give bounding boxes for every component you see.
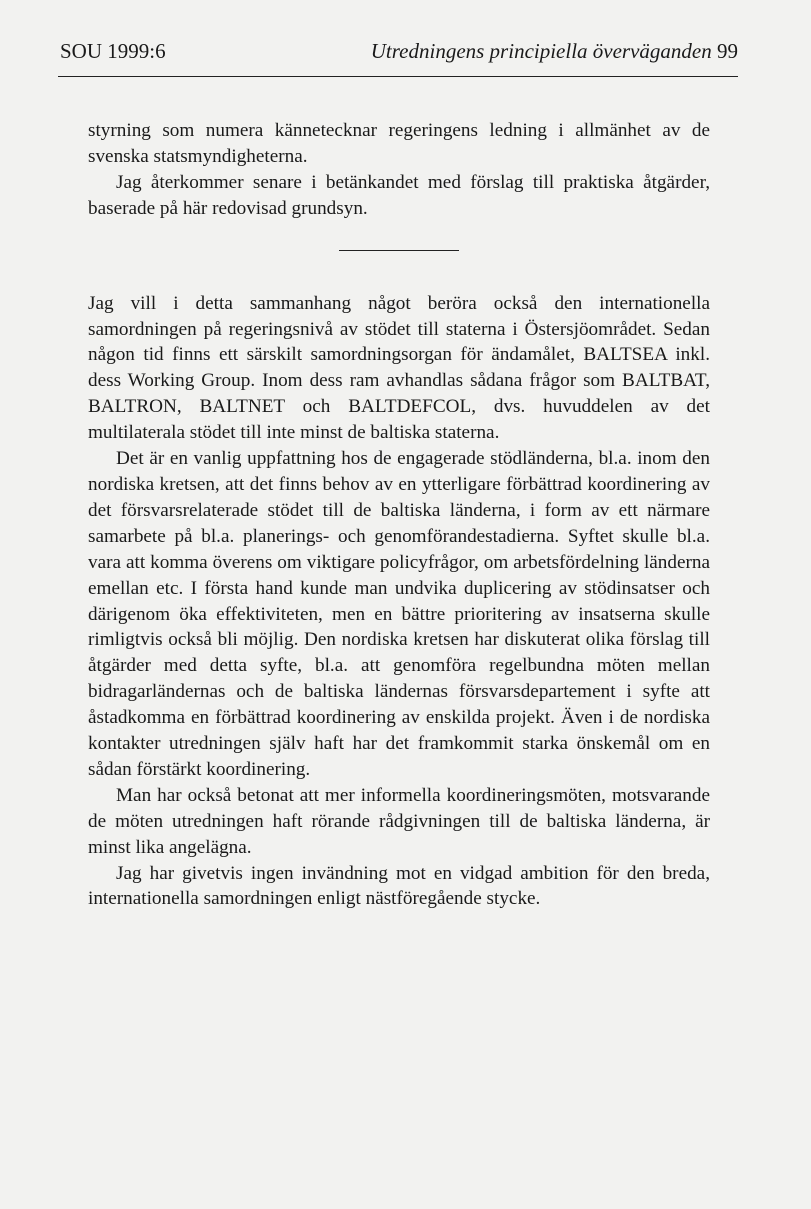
paragraph: Man har också betonat att mer informella koordineringsmöten, motsvarande de möten utredningen haft rörande rådgivningen till de baltiska länderna, är minst lika angelägna. bbox=[88, 784, 710, 858]
paragraph: Det är en vanlig uppfattning hos de engagerade stödländerna, bl.a. inom den nordiska kretsen, att det finns behov av en ytterligare förbättrad koordinering av det försvarsrelaterade stödet till de baltiska länderna, i form av ett närmare samarbete på bl.a. planerings- och genomförandestadierna. Syftet skulle bl.a. vara att komma överens om viktigare policyfrågor, om arbetsfördelning länderna emellan etc. I första hand kunde man undvika duplicering av stödinsatser och därigenom öka effektiviteten, men en bättre prioritering av insatserna skulle rimligtvis också bli möjlig. Den nordiska kretsen har diskuterat olika förslag till åtgärder med detta syfte, bl.a. att genomföra regelbundna möten mellan bidragarländernas och de baltiska ländernas försvarsdepartement i syfte att åstadkomma en förbättrad koordinering av enskilda projekt. Även i de nordiska kontakter utredningen själv haft har det framkommit starka önskemål om en sådan förstärkt koordinering. bbox=[88, 448, 710, 780]
running-head bbox=[60, 36, 738, 66]
body-text bbox=[88, 118, 710, 912]
paragraph-continued: styrning som numera kännetecknar regeringens ledning i allmänhet av de svenska statsmyndigheterna. bbox=[88, 120, 710, 167]
chapter-title: Utredningens principiella överväganden bbox=[370, 39, 712, 63]
paragraph: Jag har givetvis ingen invändning mot en vidgad ambition för den breda, internationella samordningen enligt nästföregående stycke. bbox=[88, 862, 710, 910]
paragraph: Jag vill i detta sammanhang något beröra också den internationella samordningen på regeringsnivå av stödet till staterna i Östersjöområdet. Sedan någon tid finns ett särskilt samordningsorgan för ändamålet, BALTSEA inkl. dess Working Group. Inom dess ram avhandlas sådana frågor som BALTBAT, BALTRON, BALTNET och BALTDEFCOL, dvs. huvuddelen av det multilaterala stödet till inte minst de baltiska staterna. bbox=[88, 292, 710, 444]
header-rule bbox=[58, 76, 738, 77]
section-separator-rule bbox=[339, 250, 459, 251]
page-number: 99 bbox=[717, 39, 738, 63]
chapter-title-and-page bbox=[371, 36, 738, 66]
report-number: SOU 1999:6 bbox=[60, 39, 166, 63]
paragraph: Jag återkommer senare i betänkandet med förslag till praktiska åtgärder, baserade på här redovisad grundsyn. bbox=[88, 171, 710, 219]
